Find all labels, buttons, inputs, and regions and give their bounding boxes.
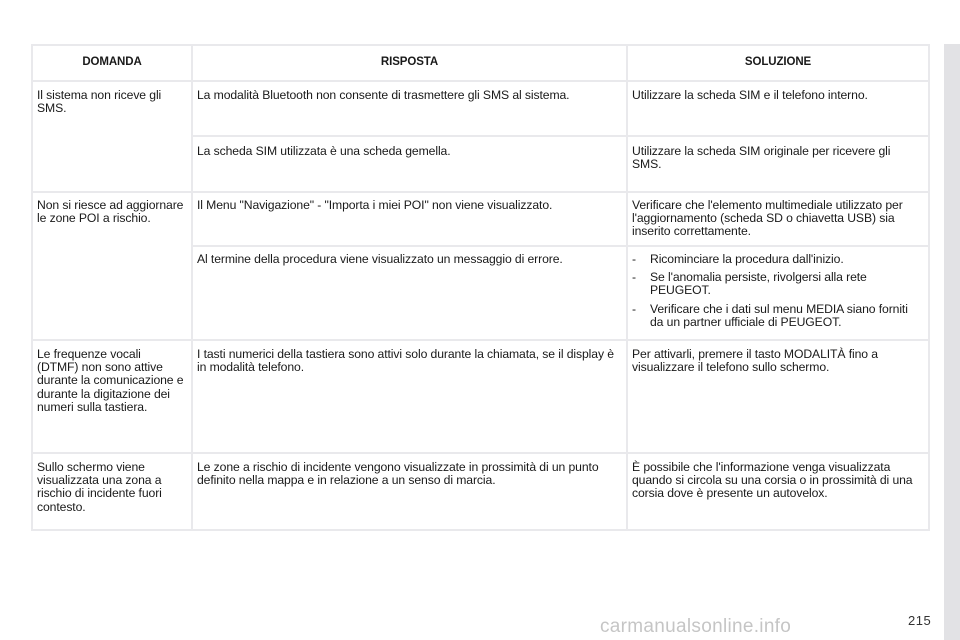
row5-soluzione: Per attivarli, premere il tasto MODALITÀ fino a visualizzare il telefono sullo schermo. [628,341,928,452]
row4-risposta: Al termine della procedura viene visualizzato un messaggio di errore. [193,247,626,339]
list-item: - Ricominciare la procedura dall'inizio. [632,253,922,266]
row2-soluzione: Utilizzare la scheda SIM originale per ricevere gli SMS. [628,137,928,191]
faq-table [31,44,930,531]
row3-domanda: Non si riesce ad aggiornare le zone POI a rischio. [33,193,191,339]
soluzione-bullet-list [632,253,922,329]
row3-soluzione: Verificare che l'elemento multimediale utilizzato per l'aggiornamento (scheda SD o chiavetta USB) sia inserito correttamente. [628,193,928,245]
row6-risposta: Le zone a rischio di incidente vengono visualizzate in prossimità di un punto definito nella mappa e in relazione a un senso di marcia. [193,454,626,529]
watermark: carmanualsonline.info [600,616,792,637]
row1-soluzione: Utilizzare la scheda SIM e il telefono interno. [628,82,928,135]
row1-risposta: La modalità Bluetooth non consente di trasmettere gli SMS al sistema. [193,82,626,135]
header-domanda: DOMANDA [33,46,191,80]
header-risposta: RISPOSTA [193,46,626,80]
page-side-strip [944,44,960,640]
list-item: - Se l'anomalia persiste, rivolgersi alla rete PEUGEOT. [632,271,922,297]
row2-risposta: La scheda SIM utilizzata è una scheda gemella. [193,137,626,191]
row5-domanda: Le frequenze vocali (DTMF) non sono attive durante la comunicazione e durante la digitazione dei numeri sulla tastiera. [33,341,191,452]
header-soluzione: SOLUZIONE [628,46,928,80]
row1-domanda: Il sistema non riceve gli SMS. [33,82,191,191]
row6-domanda: Sullo schermo viene visualizzata una zona a rischio di incidente fuori contesto. [33,454,191,529]
row4-soluzione [628,247,928,339]
row3-risposta: Il Menu "Navigazione" - "Importa i miei POI" non viene visualizzato. [193,193,626,245]
page-number: 215 [908,613,932,628]
row5-risposta: I tasti numerici della tastiera sono attivi solo durante la chiamata, se il display è in modalità telefono. [193,341,626,452]
row6-soluzione: È possibile che l'informazione venga visualizzata quando si circola su una corsia o in prossimità di una corsia dove è presente un autovelox. [628,454,928,529]
list-item: - Verificare che i dati sul menu MEDIA siano forniti da un partner ufficiale di PEUGEOT. [632,303,922,329]
